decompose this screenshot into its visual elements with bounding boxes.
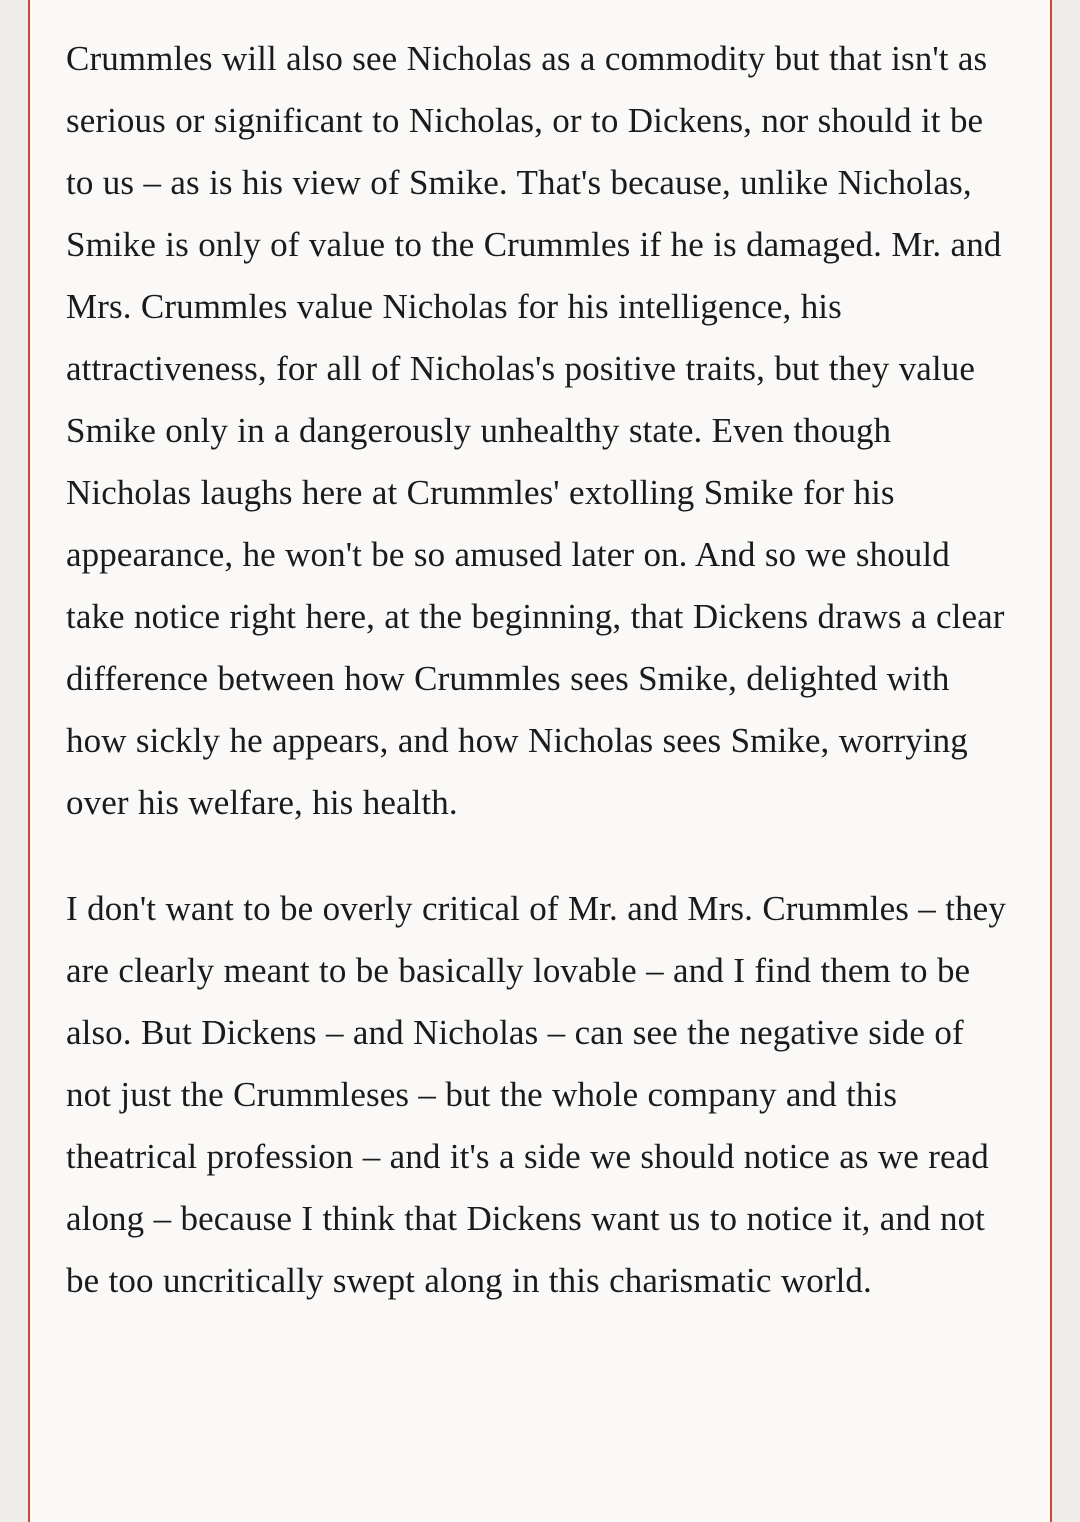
- body-paragraph: Crummles will also see Nicholas as a commodity but that isn't as serious or significant to Nicholas, or to Dickens, nor should it be to us – as is his view of Smike. That's because, unlike Nicholas, Smike is only of value to the Crummles if he is damaged. Mr. and Mrs. Crummles value Nicholas for his intelligence, his attractiveness, for all of Nicholas's positive traits, but they value Smike only in a dangerously unhealthy state. Even though Nicholas laughs here at Crummles' extolling Smike for his appearance, he won't be so amused later on. And so we should take notice right here, at the beginning, that Dickens draws a clear difference between how Crummles sees Smike, delighted with how sickly he appears, and how Nicholas sees Smike, worrying over his welfare, his health.: [66, 39, 1005, 822]
- left-margin-rule: [28, 0, 30, 1522]
- right-margin-rule: [1050, 0, 1052, 1522]
- body-paragraph: I don't want to be overly critical of Mr. and Mrs. Crummles – they are clearly meant to be basically lovable – and I find them to be also. But Dickens – and Nicholas – can see the negative side of not just the Crummleses – but the whole company and this theatrical profession – and it's a side we should notice as we read along – because I think that Dickens want us to notice it, and not be too uncritically swept along in this charismatic world.: [66, 889, 1006, 1300]
- document-body: [66, 28, 1010, 1522]
- page-right-margin: [1052, 0, 1080, 1522]
- page-left-margin: [0, 0, 28, 1522]
